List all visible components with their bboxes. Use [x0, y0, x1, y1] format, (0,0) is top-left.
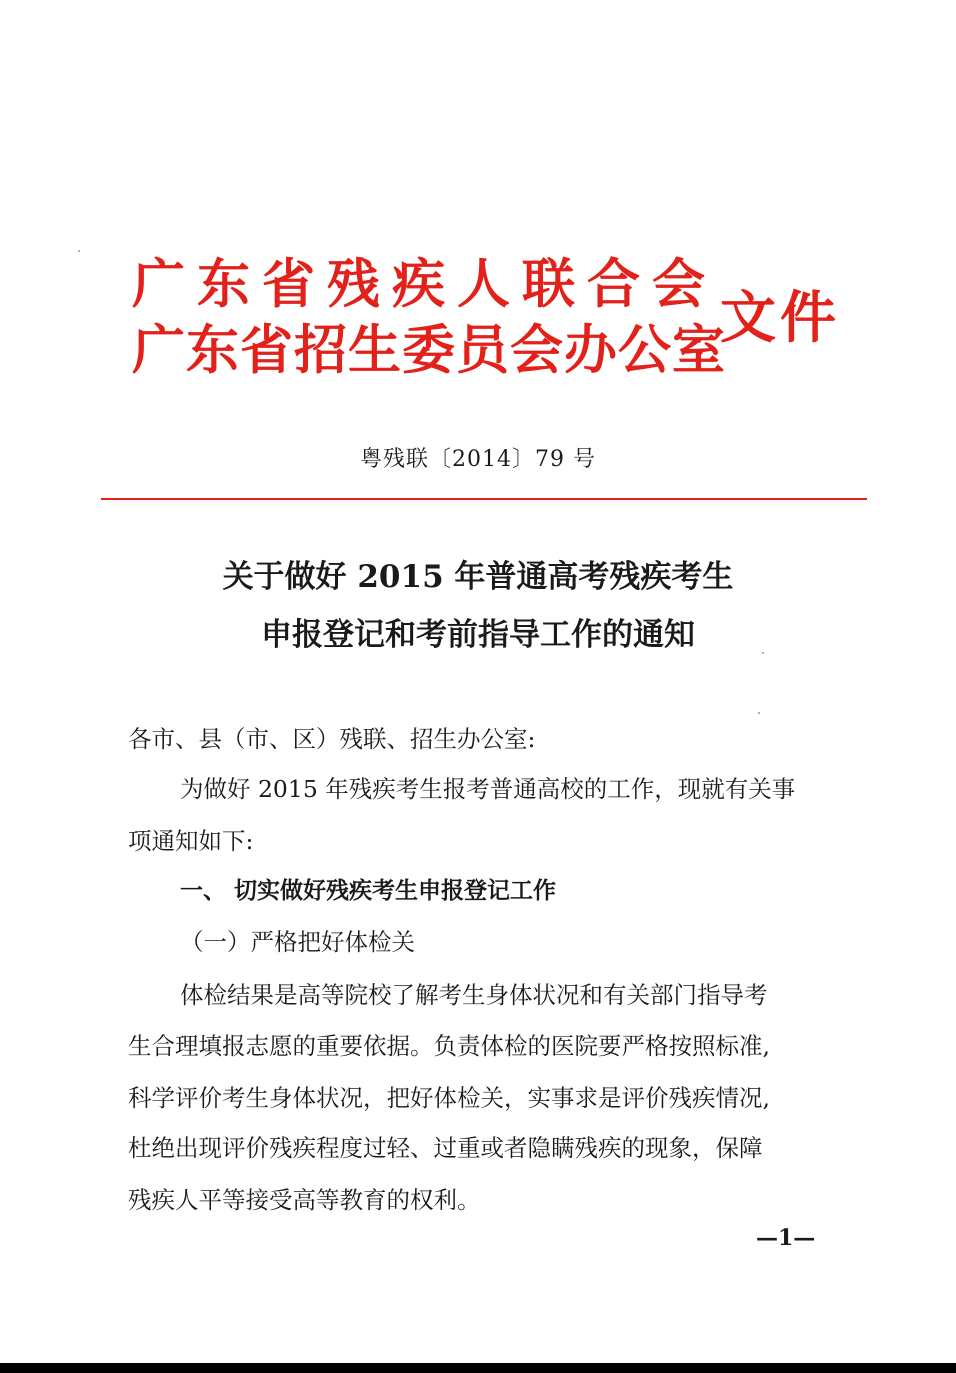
document-type-label: 文件 — [720, 285, 840, 351]
document-number: 粤残联〔2014〕79 号 — [360, 447, 596, 472]
body-paragraph-line-1: 体检结果是高等院校了解考生身体状况和有关部门指导考 — [180, 981, 768, 1009]
subsection-heading-1: （一）严格把好体检关 — [180, 928, 415, 956]
notice-title-line-1: 关于做好 2015 年普通高考残疾考生 — [222, 559, 734, 595]
body-paragraph-line-5: 残疾人平等接受高等教育的权利。 — [128, 1186, 481, 1214]
notice-title-line-2: 申报登记和考前指导工作的通知 — [261, 617, 695, 653]
body-paragraph-line-3: 科学评价考生身体状况，把好体检关，实事求是评价残疾情况, — [128, 1084, 770, 1112]
scan-speck — [758, 712, 760, 714]
body-paragraph-line-4: 杜绝出现评价残疾程度过轻、过重或者隐瞒残疾的现象，保障 — [128, 1134, 763, 1162]
scan-speck — [78, 250, 80, 252]
salutation: 各市、县（市、区）残联、招生办公室: — [128, 725, 536, 753]
intro-paragraph-line-1: 为做好 2015 年残疾考生报考普通高校的工作，现就有关事 — [180, 775, 796, 803]
issuer-header — [132, 248, 852, 388]
body-paragraph-line-2: 生合理填报志愿的重要依据。负责体检的医院要严格按照标准, — [128, 1032, 770, 1060]
scan-bottom-edge — [0, 1363, 956, 1373]
page-number: —1— — [756, 1225, 816, 1251]
scan-speck — [762, 652, 764, 654]
issuer-line-admissions-office: 广东省招生委员会办公室 — [132, 319, 726, 381]
section-heading-1: 一、 切实做好残疾考生申报登记工作 — [180, 878, 557, 904]
issuer-line-disabled-federation: 广东省残疾人联合会 — [132, 253, 717, 315]
header-divider — [101, 498, 867, 500]
intro-paragraph-line-2: 项通知如下: — [128, 827, 254, 855]
